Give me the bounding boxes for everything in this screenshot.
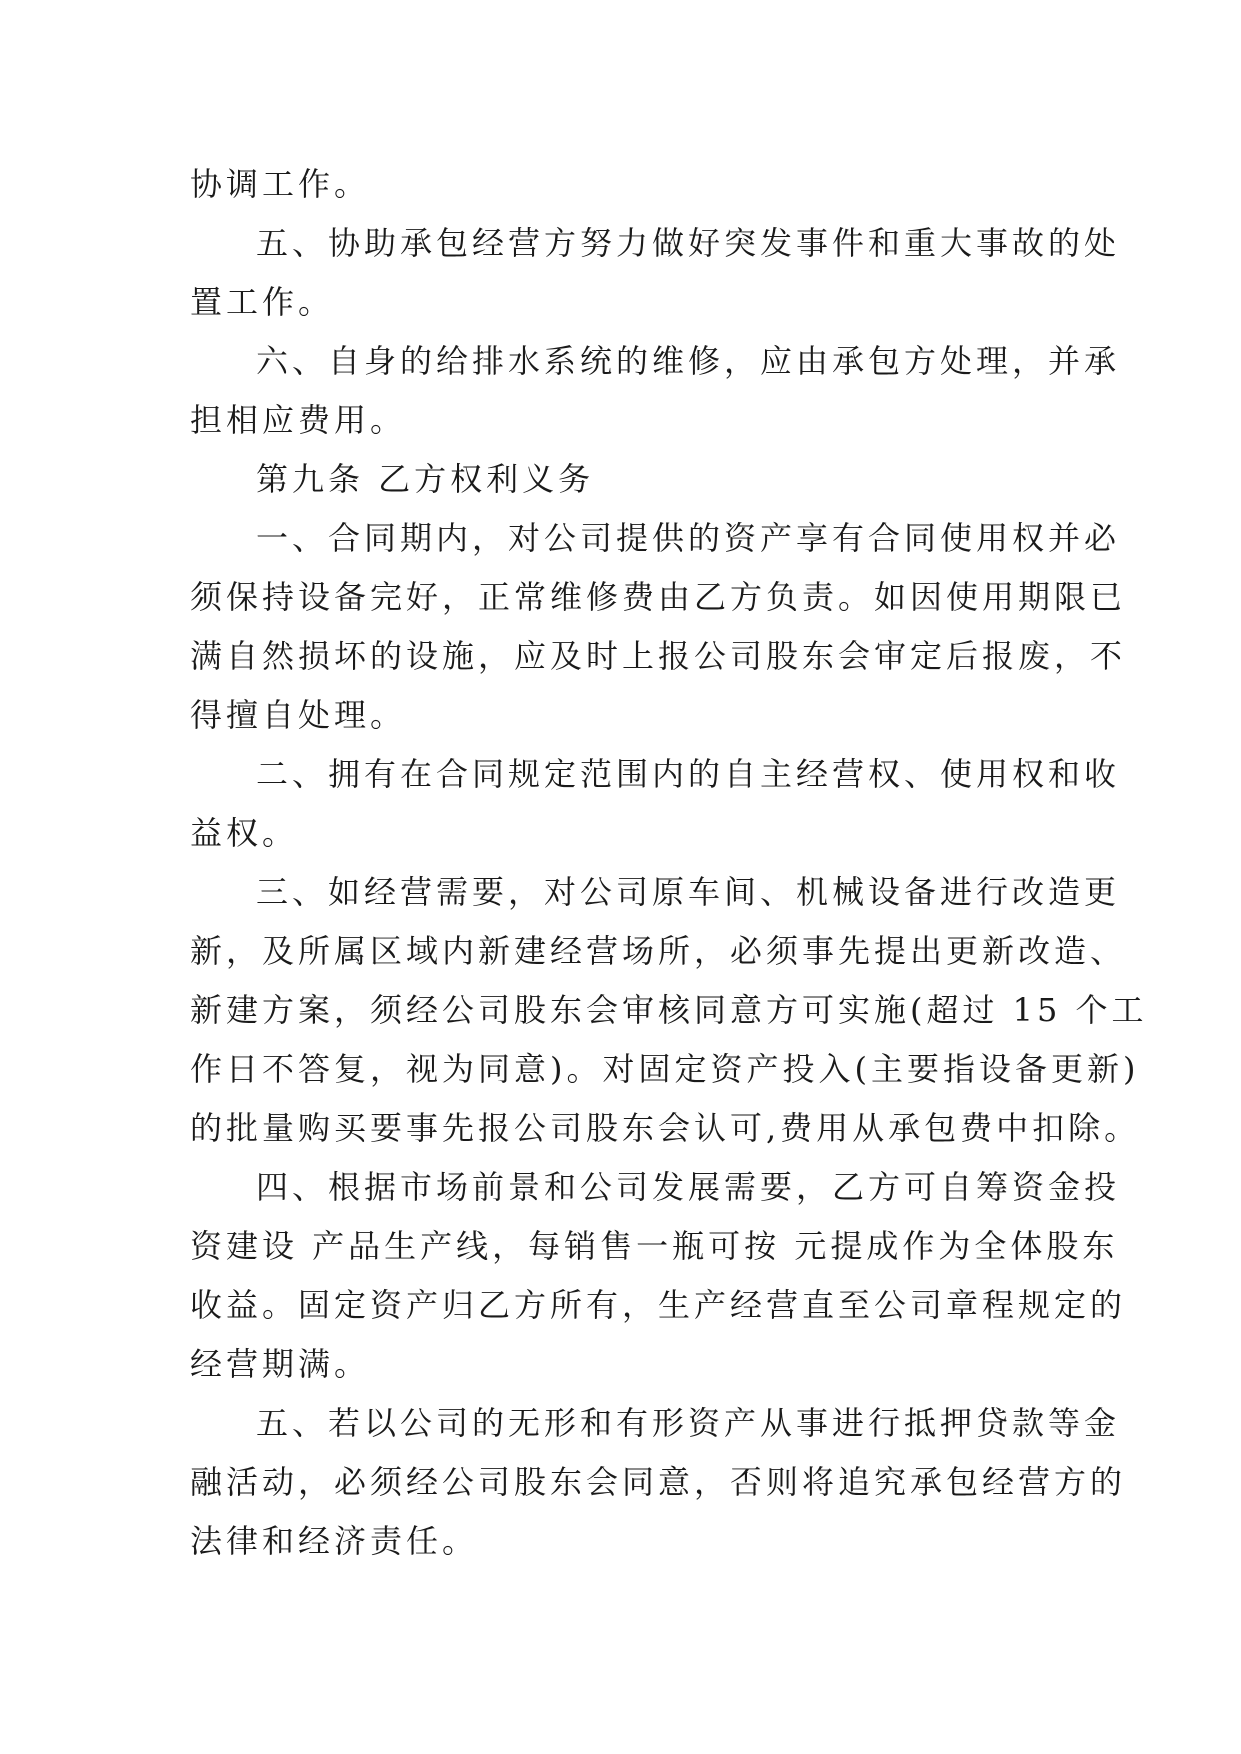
text-line: 收益。固定资产归乙方所有，生产经营直至公司章程规定的 [190, 1286, 1127, 1324]
text-line: 法律和经济责任。 [190, 1522, 479, 1560]
text-line: 作日不答复，视为同意)。对固定资产投入(主要指设备更新) [190, 1050, 1140, 1088]
text-line: 融活动，必须经公司股东会同意，否则将追究承包经营方的 [190, 1463, 1127, 1501]
text-line: 得擅自处理。 [190, 696, 407, 734]
text-line: 经营期满。 [190, 1345, 371, 1383]
document-body [190, 155, 1148, 1571]
text-line: 担相应费用。 [190, 401, 407, 439]
text-line: 资建设 产品生产线，每销售一瓶可按 元提成作为全体股东 [190, 1227, 1119, 1265]
text-line: 新建方案，须经公司股东会审核同意方可实施(超过 15 个工 [190, 991, 1148, 1029]
text-line: 五、若以公司的无形和有形资产从事进行抵押贷款等金 [256, 1404, 1121, 1442]
text-line: 益权。 [190, 814, 299, 852]
text-line: 协调工作。 [190, 165, 371, 203]
text-line: 四、根据市场前景和公司发展需要，乙方可自筹资金投 [256, 1168, 1121, 1206]
text-line: 新，及所属区域内新建经营场所，必须事先提出更新改造、 [190, 932, 1127, 970]
section-heading: 第九条 乙方权利义务 [256, 460, 595, 498]
text-line: 须保持设备完好，正常维修费由乙方负责。如因使用期限已 [190, 578, 1127, 616]
text-line: 置工作。 [190, 283, 335, 321]
text-line: 三、如经营需要，对公司原车间、机械设备进行改造更 [256, 873, 1121, 911]
text-line: 二、拥有在合同规定范围内的自主经营权、使用权和收 [256, 755, 1121, 793]
text-line: 满自然损坏的设施，应及时上报公司股东会审定后报废，不 [190, 637, 1127, 675]
text-line: 六、自身的给排水系统的维修，应由承包方处理，并承 [256, 342, 1121, 380]
text-line: 一、合同期内，对公司提供的资产享有合同使用权并必 [256, 519, 1121, 557]
text-line: 五、协助承包经营方努力做好突发事件和重大事故的处 [256, 224, 1121, 262]
text-line: 的批量购买要事先报公司股东会认可,费用从承包费中扣除。 [190, 1109, 1141, 1147]
